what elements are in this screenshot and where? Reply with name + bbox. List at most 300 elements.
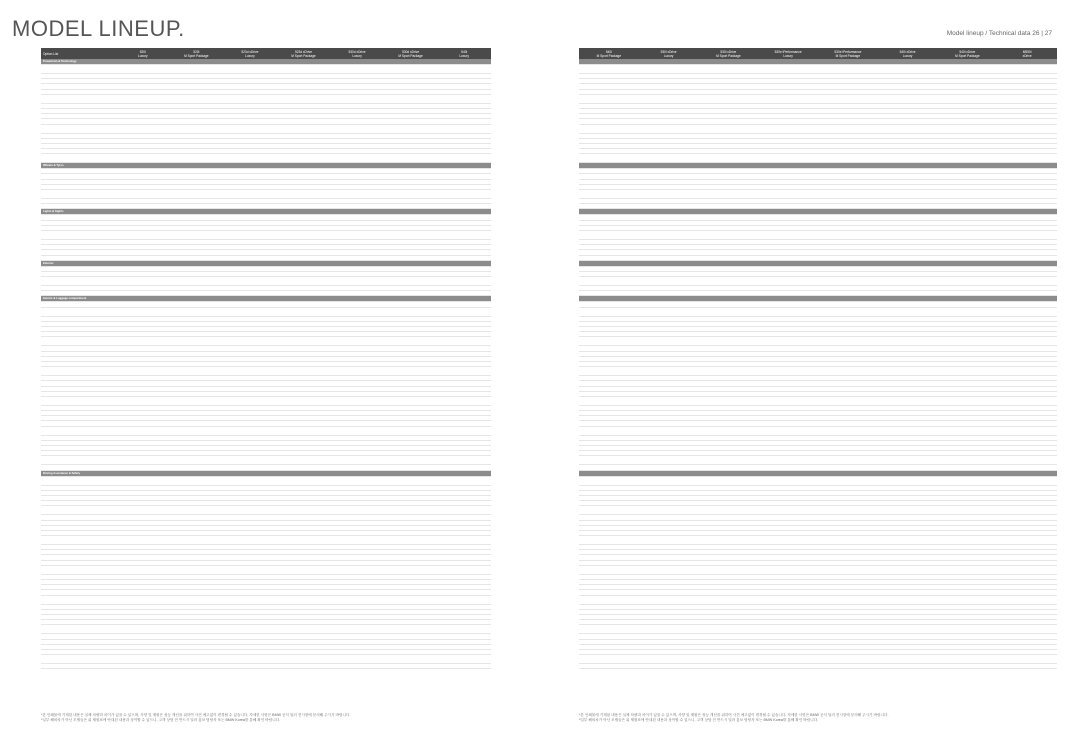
model-column-header: [579, 48, 639, 59]
model-package: M Sport Package: [835, 53, 861, 58]
spec-cell: [223, 456, 277, 465]
spec-cell: [699, 476, 759, 485]
spec-cell: [277, 655, 331, 664]
spec-cell: [699, 536, 759, 545]
model-column-header: [878, 48, 938, 59]
spec-cell: [699, 307, 759, 316]
spec-cell: [699, 506, 759, 515]
spec-cell: [878, 506, 938, 515]
spec-cell: [437, 655, 491, 664]
spec-cell: [938, 65, 998, 74]
spec-cell: [938, 476, 998, 485]
table-row: [41, 565, 491, 574]
model-package: M Sport Package: [716, 53, 741, 58]
spec-cell: [818, 625, 878, 634]
table-row: [41, 655, 491, 664]
spec-cell: [639, 506, 699, 515]
model-column-header: [330, 48, 384, 59]
table-row: [579, 664, 1057, 669]
spec-cell: [223, 65, 277, 74]
spec-cell: [330, 426, 384, 435]
spec-cell: [699, 565, 759, 574]
spec-cell: [277, 367, 331, 376]
spec-cell: [116, 565, 170, 574]
spec-cell: [437, 337, 491, 346]
page-title: MODEL LINEUP.: [12, 16, 185, 41]
table-row: [41, 230, 491, 239]
spec-cell: [699, 367, 759, 376]
spec-cell: [639, 396, 699, 405]
model-name: 530d xDrive: [402, 49, 420, 54]
spec-cell: [384, 367, 438, 376]
spec-cell: [437, 625, 491, 634]
spec-cell: [878, 124, 938, 133]
spec-cell: [938, 124, 998, 133]
option-label-cell: [41, 664, 116, 669]
model-column-header: [116, 48, 170, 59]
spec-cell: [277, 595, 331, 604]
spec-cell: [818, 456, 878, 465]
table-row: [41, 277, 491, 286]
spec-cell: [277, 536, 331, 545]
model-package: M Sport Package: [955, 53, 980, 58]
spec-cell: [277, 456, 331, 465]
spec-cell: [437, 426, 491, 435]
option-label-cell: [41, 456, 116, 465]
table-row: [41, 476, 491, 485]
spec-cell: [639, 476, 699, 485]
spec-cell: [878, 595, 938, 604]
spec-cell: [699, 625, 759, 634]
spec-cell: [170, 94, 224, 103]
spec-cell: [437, 396, 491, 405]
table-row: [579, 230, 1057, 239]
spec-cell: [384, 396, 438, 405]
spec-cell: [384, 65, 438, 74]
spec-cell: [878, 154, 938, 163]
spec-cell: [330, 94, 384, 103]
spec-cell: [997, 426, 1057, 435]
spec-cell: [639, 595, 699, 604]
spec-cell: [639, 426, 699, 435]
spec-cell: [639, 456, 699, 465]
spec-cell: [579, 664, 639, 669]
spec-cell: [758, 307, 818, 316]
spec-cell: [997, 367, 1057, 376]
spec-cell: [384, 655, 438, 664]
spec-cell: [170, 65, 224, 74]
spec-cell: [277, 277, 331, 286]
spec-cell: [818, 277, 878, 286]
table-row: [579, 625, 1057, 634]
spec-cell: [818, 536, 878, 545]
spec-cell: [277, 664, 331, 669]
spec-cell: [170, 476, 224, 485]
spec-cell: [437, 307, 491, 316]
model-name: 530i xDrive: [720, 49, 737, 54]
model-name: 523d xDrive: [241, 49, 259, 54]
spec-cell: [277, 154, 331, 163]
spec-cell: [639, 625, 699, 634]
spec-cell: [384, 456, 438, 465]
spec-cell: [330, 367, 384, 376]
spec-cell: [116, 456, 170, 465]
spec-cell: [579, 456, 639, 465]
page-meta: Model lineup / Technical data 26 | 27: [946, 30, 1052, 37]
spec-cell: [223, 655, 277, 664]
spec-cell: [579, 94, 639, 103]
spec-cell: [330, 456, 384, 465]
table-row: [41, 367, 491, 376]
spec-cell: [116, 536, 170, 545]
spec-cell: [878, 277, 938, 286]
table-row: [41, 456, 491, 465]
spec-cell: [639, 655, 699, 664]
spec-cell: [223, 367, 277, 376]
spec-cell: [116, 94, 170, 103]
spec-cell: [170, 456, 224, 465]
table-row: [579, 154, 1057, 163]
table-row: [41, 307, 491, 316]
spec-cell: [437, 190, 491, 199]
table-row: [579, 367, 1057, 376]
spec-cell: [170, 536, 224, 545]
spec-cell: [758, 277, 818, 286]
spec-cell: [223, 230, 277, 239]
spec-cell: [699, 337, 759, 346]
model-column-header: [938, 48, 998, 59]
spec-cell: [384, 277, 438, 286]
spec-cell: [878, 625, 938, 634]
spec-cell: [170, 396, 224, 405]
model-column-header: [170, 48, 224, 59]
spec-cell: [116, 367, 170, 376]
model-column-header: [997, 48, 1057, 59]
spec-cell: [170, 506, 224, 515]
spec-cell: [170, 664, 224, 669]
spec-cell: [997, 476, 1057, 485]
model-package: Luxury: [245, 53, 255, 58]
option-label-cell: [41, 655, 116, 664]
spec-cell: [116, 396, 170, 405]
spec-cell: [384, 94, 438, 103]
model-name: 540i xDrive: [899, 49, 916, 54]
spec-cell: [437, 230, 491, 239]
spec-cell: [818, 307, 878, 316]
section-title: Interior & Luggage compartment: [41, 296, 491, 302]
spec-cell: [223, 506, 277, 515]
spec-cell: [639, 65, 699, 74]
section-title: Lights & Sights: [41, 209, 491, 215]
footnotes-left: [41, 713, 350, 723]
footnotes-right: [579, 713, 888, 723]
spec-cell: [758, 124, 818, 133]
spec-cell: [116, 230, 170, 239]
spec-cell: [579, 307, 639, 316]
spec-cell: [579, 476, 639, 485]
spec-cell: [878, 664, 938, 669]
spec-cell: [277, 65, 331, 74]
section-title: Wheels & Tyres: [41, 163, 491, 169]
spec-cell: [997, 124, 1057, 133]
model-column-header: [223, 48, 277, 59]
table-row: [41, 94, 491, 103]
table-row: [579, 476, 1057, 485]
spec-cell: [223, 664, 277, 669]
spec-cell: [878, 476, 938, 485]
spec-cell: [878, 307, 938, 316]
footnote: *일부 해외차가 아닌 모델들은 위 제원표에 안내된 내용과 상이할 수 있으니, 고객 상담 전 반드시 딜러 홍보 담당자 또는 BMW Korea를 통해 확인 바랍니다.: [41, 718, 281, 722]
spec-cell: [997, 536, 1057, 545]
model-package: M Sport Package: [291, 53, 316, 58]
spec-cell: [639, 565, 699, 574]
model-name: 540i: [461, 49, 468, 54]
option-label-cell: [41, 565, 116, 574]
spec-cell: [116, 664, 170, 669]
spec-cell: [758, 337, 818, 346]
option-label-cell: [41, 154, 116, 163]
spec-cell: [699, 124, 759, 133]
spec-cell: [938, 625, 998, 634]
option-label-cell: [41, 337, 116, 346]
spec-cell: [116, 154, 170, 163]
spec-cell: [818, 664, 878, 669]
table-row: [579, 595, 1057, 604]
spec-cell: [116, 506, 170, 515]
model-package: M Sport Package: [596, 53, 622, 58]
table-row: [579, 456, 1057, 465]
spec-cell: [170, 367, 224, 376]
spec-cell: [818, 124, 878, 133]
spec-cell: [818, 476, 878, 485]
spec-cell: [818, 506, 878, 515]
spec-cell: [116, 190, 170, 199]
spec-cell: [579, 565, 639, 574]
option-label-cell: [41, 230, 116, 239]
spec-cell: [818, 655, 878, 664]
spec-cell: [330, 476, 384, 485]
spec-cell: [818, 426, 878, 435]
model-name: 530d xDrive: [348, 49, 366, 54]
table-row: [579, 337, 1057, 346]
spec-cell: [223, 124, 277, 133]
model-package: Luxury: [663, 53, 674, 58]
spec-cell: [758, 595, 818, 604]
model-package: Luxury: [459, 53, 469, 58]
spec-cell: [639, 664, 699, 669]
spec-cell: [437, 154, 491, 163]
spec-cell: [330, 154, 384, 163]
spec-cell: [116, 655, 170, 664]
spec-cell: [699, 655, 759, 664]
footnote: *본 인쇄물에 기재된 내용은 실제 차량과 차이가 있을 수 있으며, 사양 및 제원은 성능 개선을 위하여 사전 예고없이 변경될 수 있습니다. 자세한 사항은 BMW 공식 딜러 전시장에 문의해 주시기 바랍니다.: [41, 713, 351, 717]
table-row: [41, 124, 491, 133]
spec-cell: [997, 190, 1057, 199]
spec-cell: [878, 190, 938, 199]
spec-cell: [938, 506, 998, 515]
spec-cell: [277, 396, 331, 405]
spec-cell: [170, 230, 224, 239]
spec-cell: [579, 536, 639, 545]
spec-cell: [639, 154, 699, 163]
spec-cell: [330, 655, 384, 664]
table-row: [41, 396, 491, 405]
section-title: Exterior: [41, 260, 491, 266]
spec-cell: [938, 230, 998, 239]
spec-cell: [758, 94, 818, 103]
spec-cell: [223, 536, 277, 545]
table-row: [41, 65, 491, 74]
model-package: Luxury: [137, 53, 148, 58]
table-row: [579, 124, 1057, 133]
table-row: [579, 655, 1057, 664]
spec-cell: [437, 506, 491, 515]
spec-cell: [116, 426, 170, 435]
spec-cell: [170, 595, 224, 604]
spec-cell: [330, 124, 384, 133]
option-label-cell: [41, 65, 116, 74]
model-column-header: [699, 48, 759, 59]
spec-cell: [384, 124, 438, 133]
spec-cell: [277, 337, 331, 346]
spec-cell: [997, 595, 1057, 604]
spec-cell: [437, 124, 491, 133]
spec-cell: [997, 277, 1057, 286]
model-package: Luxury: [783, 53, 793, 58]
model-name: 530e iPerformance: [774, 49, 802, 54]
spec-cell: [223, 190, 277, 199]
spec-cell: [758, 476, 818, 485]
spec-cell: [639, 337, 699, 346]
spec-cell: [170, 277, 224, 286]
spec-cell: [223, 565, 277, 574]
spec-cell: [818, 396, 878, 405]
spec-cell: [818, 337, 878, 346]
spec-cell: [277, 506, 331, 515]
table-row: [41, 625, 491, 634]
spec-cell: [384, 625, 438, 634]
spec-cell: [330, 65, 384, 74]
header-option-label: Option List: [41, 48, 116, 59]
model-package: M Sport Package: [398, 53, 423, 58]
spec-cell: [116, 307, 170, 316]
spec-cell: [938, 154, 998, 163]
spec-cell: [330, 337, 384, 346]
spec-cell: [639, 536, 699, 545]
spec-cell: [758, 426, 818, 435]
spec-cell: [997, 65, 1057, 74]
option-label-cell: [41, 190, 116, 199]
spec-cell: [818, 94, 878, 103]
table-row: [41, 154, 491, 163]
spec-cell: [579, 655, 639, 664]
spec-cell: [223, 277, 277, 286]
spec-cell: [938, 367, 998, 376]
spec-cell: [170, 655, 224, 664]
spec-cell: [878, 367, 938, 376]
spec-cell: [579, 277, 639, 286]
spec-cell: [938, 456, 998, 465]
table-row: [41, 664, 491, 669]
section-title: Powertrain & Technology: [41, 59, 491, 65]
spec-cell: [223, 625, 277, 634]
spec-cell: [170, 154, 224, 163]
spec-cell: [997, 655, 1057, 664]
spec-cell: [938, 307, 998, 316]
spec-cell: [384, 307, 438, 316]
model-name: 530i xDrive: [660, 49, 677, 54]
spec-cell: [997, 506, 1057, 515]
spec-cell: [170, 625, 224, 634]
table-row: [41, 190, 491, 199]
option-label-cell: [41, 426, 116, 435]
model-column-header: [758, 48, 818, 59]
spec-cell: [384, 154, 438, 163]
spec-cell: [437, 536, 491, 545]
spec-cell: [437, 65, 491, 74]
spec-cell: [437, 476, 491, 485]
model-name: 540i: [605, 49, 612, 54]
option-label-cell: [41, 476, 116, 485]
spec-cell: [938, 426, 998, 435]
spec-cell: [997, 456, 1057, 465]
spec-cell: [579, 367, 639, 376]
spec-cell: [758, 230, 818, 239]
spec-cell: [330, 664, 384, 669]
spec-cell: [437, 94, 491, 103]
spec-cell: [277, 426, 331, 435]
spec-cell: [938, 565, 998, 574]
spec-cell: [384, 230, 438, 239]
spec-cell: [639, 230, 699, 239]
spec-cell: [758, 190, 818, 199]
spec-cell: [223, 595, 277, 604]
spec-cell: [223, 337, 277, 346]
model-column-header: [384, 48, 438, 59]
table-row: [579, 190, 1057, 199]
option-label-cell: [41, 506, 116, 515]
spec-cell: [938, 337, 998, 346]
spec-cell: [938, 536, 998, 545]
spec-cell: [384, 337, 438, 346]
right-spec-table: [579, 48, 1057, 669]
spec-cell: [437, 664, 491, 669]
spec-cell: [277, 230, 331, 239]
table-row: [41, 595, 491, 604]
spec-cell: [330, 396, 384, 405]
spec-cell: [818, 565, 878, 574]
spec-cell: [170, 124, 224, 133]
spec-cell: [384, 664, 438, 669]
spec-cell: [878, 565, 938, 574]
spec-cell: [997, 230, 1057, 239]
option-label-cell: [41, 396, 116, 405]
spec-cell: [699, 456, 759, 465]
table-row: [579, 396, 1057, 405]
spec-cell: [997, 94, 1057, 103]
spec-cell: [384, 506, 438, 515]
model-name: 530e iPerformance: [834, 49, 862, 54]
spec-cell: [579, 506, 639, 515]
spec-cell: [938, 396, 998, 405]
spec-cell: [579, 154, 639, 163]
model-column-header: [277, 48, 331, 59]
model-name: 520i: [193, 49, 200, 54]
spec-cell: [170, 307, 224, 316]
spec-cell: [223, 307, 277, 316]
option-label-cell: [41, 307, 116, 316]
spec-cell: [330, 565, 384, 574]
